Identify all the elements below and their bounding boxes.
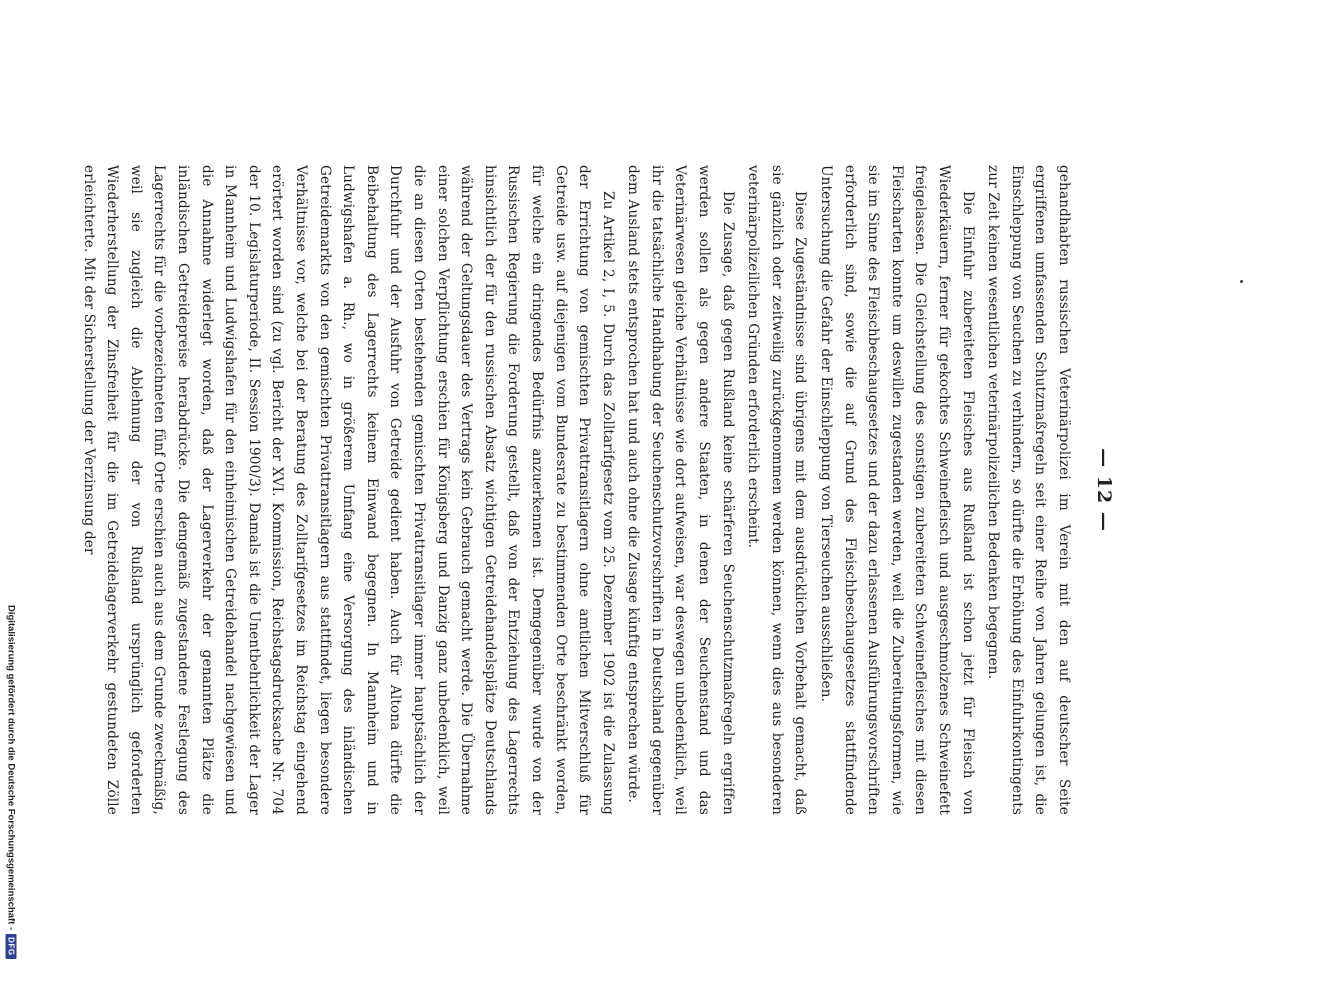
digitization-notice	[0, 600, 22, 1000]
digitization-notice-text: Digitalisierung gefördert durch die Deutsche Forschungsgemeinschaft -	[5, 605, 17, 931]
paragraph-5: Zu Artikel 2, I, 5. Durch das Zolltarifgesetz vom 25. Dezember 1902 ist die Zulassung der Errichtung von gemischten Privattransitlagern ohne amtlichen Mitverschluß für Getreide usw. auf diejenigen vom Bundesrate zu bestimmenden Orte beschränkt worden, für welche ein dringendes Bedürfnis anzuerkennen ist. Demgegenüber wurde von der Russischen Regierung die Forderung gestellt, daß von der Entziehung des Lagerrechts hinsichtlich der für den russischen Absatz wichtigen Getreidehandelsplätze Deutschlands während der Geltungsdauer des Vertrags kein Gebrauch gemacht werde. Die Übernahme einer solchen Verpflichtung erschien für Königsberg und Danzig ganz unbedenklich, weil die an diesen Orten bestehenden gemischten Privattransitlager immer hauptsächlich der Durchfuhr und der Ausfuhr von Getreide gedient haben. Auch für Altona dürfte die Beibehaltung des Lagerrechts keinem Einwand begegnen. In Mannheim und in Ludwigshafen a. Rh., wo in größerem Umfang eine Versorgung des inländischen Getreidemarkts von den gemischten Privattransitlagern aus stattfindet, liegen besondere Verhältnisse vor, welche bei der Beratung des Zolltarifgesetzes im Reichstag eingehend erörtert worden sind (zu vgl. Bericht der XVI. Kommission, Reichstagsdrucksache Nr. 704 der 10. Legislaturperiode, II. Session 1900/3). Damals ist die Unentbehrlichkeit der Lager in Mannheim und Ludwigshafen für den einheimischen Getreidehandel nachgewiesen und die Annahme widerlegt worden, daß der Lagerverkehr der genannten Plätze die inländischen Getreidepreise herabdrücke. Die demgemäß zugestandene Festlegung des Lagerrechts für die vorbezeichneten fünf Orte erschien auch aus dem Grunde zweckmäßig, weil sie zugleich die Ablehnung der von Rußland ursprünglich geforderten Wiederherstellung der Zinsfreiheit für die im Getreidelagerverkehr gestundeten Zölle erleichterte. Mit der Sicherstellung der Verzinsung der	[80, 165, 616, 815]
page-number: — 12 —	[1093, 448, 1115, 532]
page-text-block	[80, 165, 1115, 815]
ink-speck	[1240, 280, 1243, 283]
paragraph-4: Die Zusage, daß gegen Rußland keine schärferen Seuchenschutzmaßregeln ergriffen werden sollen als gegen andere Staaten, in denen der Seuchenstand und das Veterinärwesen gleiche Verhältnisse wie dort aufweisen, war deswegen unbedenklich, weil ihr die tatsächliche Handhabung der Seuchenschutzvorschriften in Deutschland gegenüber dem Ausland stets entsprochen hat und auch ohne die Zusage künftig entsprechen würde.	[625, 165, 736, 815]
paragraph-1: gehandhabten russischen Veterinärpolizei im Verein mit den auf deutscher Seite ergriffenen umfassenden Schutzmaßregeln seit einer Reihe von Jahren gelungen ist, die Einschleppung von Seuchen zu verhindern, so dürfte die Erhöhung des Einfuhrkontingents zur Zeit keinen wesentlichen veterinärpolizeilichen Bedenken begegnen.	[985, 165, 1072, 815]
paragraph-2: Die Einfuhr zubereiteten Fleisches aus Rußland ist schon jetzt für Fleisch von Wiederkäuern, ferner für gekochtes Schweinefleisch und ausgeschmolzenes Schweinefett freigelassen. Die Gleichstellung des sonstigen zubereiteten Schweinefleisches mit diesen Fleischarten konnte um deswillen zugestanden werden, weil die Zubereitungsformen, wie sie im Sinne des Fleischbeschaugesetzes und der dazu erlassenen Ausführungsvorschriften erforderlich sind, sowie die auf Grund des Fleischbeschaugesetzes stattfindende Untersuchung die Gefahr der Einschleppung von Tierseuchen ausschließen.	[818, 165, 976, 815]
paragraph-3: Diese Zugeständnisse sind übrigens mit dem ausdrücklichen Vorbehalt gemacht, daß sie gänzlich oder zeitweilig zurückgenommen werden können, wenn dies aus besonderen veterinärpolizeilichen Gründen erforderlich erscheint.	[745, 165, 809, 815]
dfg-logo: DFG	[6, 934, 17, 958]
